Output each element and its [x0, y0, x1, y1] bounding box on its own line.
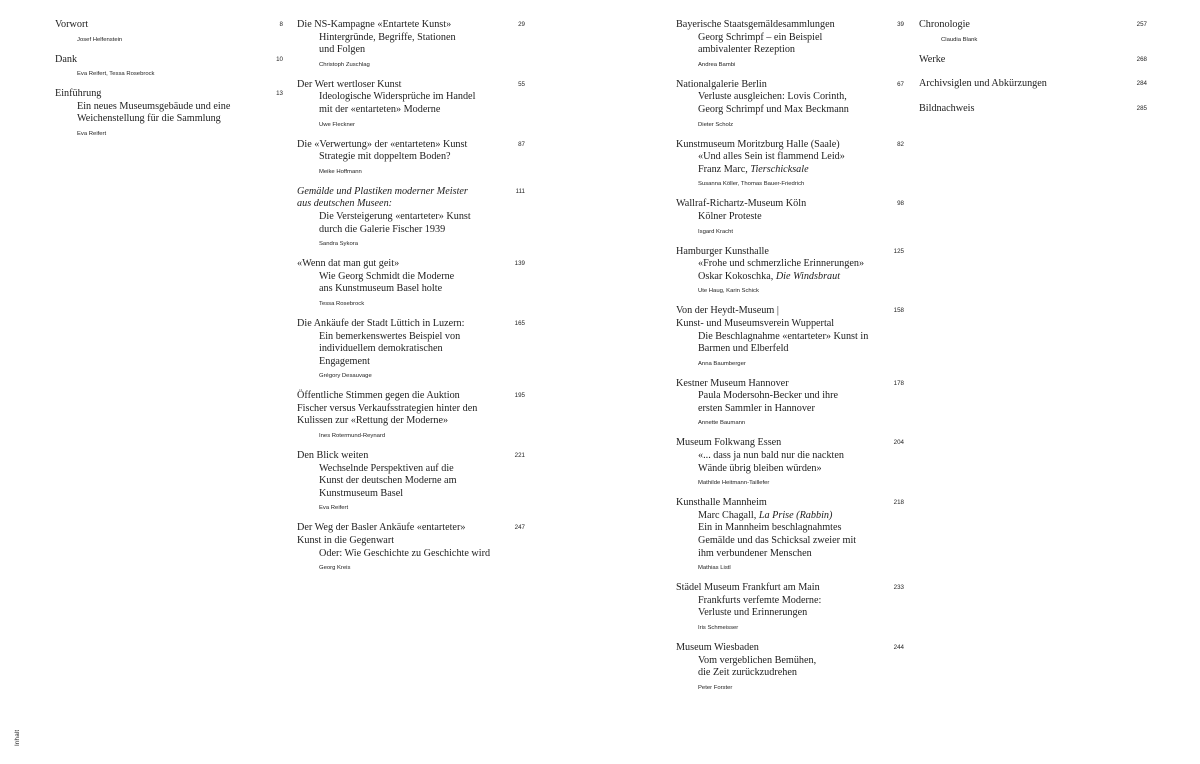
- entry-title: Öffentliche Stimmen gegen die Auktion Fischer versus Verkaufsstrategien hinter den Kulissen zur «Rettung der Moderne»: [297, 390, 478, 427]
- entry-title: Museum Folkwang Essen: [676, 437, 782, 449]
- subtitle-text: Ein bemerkenswertes Beispiel von individuellem demokratischen Engagement: [319, 330, 461, 367]
- toc-entry: [297, 19, 525, 69]
- entry-title: Werke: [919, 53, 946, 65]
- entry-title: Archivsiglen und Abkürzungen: [919, 78, 1047, 90]
- entry-heading: [919, 103, 1147, 116]
- entry-heading: [297, 186, 525, 211]
- entry-heading: [676, 378, 904, 391]
- subtitle-italic-text: Die Windsbraut: [775, 270, 841, 282]
- page-number: 29: [518, 21, 525, 28]
- entry-author: Josef Helfenstein: [77, 36, 123, 43]
- entry-author: Dieter Scholz: [698, 121, 734, 128]
- page-number: 268: [1136, 55, 1147, 63]
- entry-author: Iris Schmeisser: [698, 625, 739, 631]
- entry-title: «Wenn dat man gut geit»: [297, 258, 400, 270]
- entry-heading: [676, 246, 904, 259]
- entry-heading: [676, 437, 904, 450]
- toc-column-4: [919, 19, 1147, 127]
- subtitle-text: Wechselnde Perspektiven auf die Kunst der deutschen Moderne am Kunstmuseum Basel: [319, 462, 457, 499]
- entry-subtitle: [55, 101, 283, 126]
- page-number: 285: [1136, 104, 1147, 112]
- entry-heading: [297, 318, 525, 331]
- entry-author: Mathilde Heitmann-Taillefer: [698, 480, 770, 487]
- subtitle-text: Wie Georg Schmidt die Moderne ans Kunstmuseum Basel holte: [319, 270, 455, 295]
- page-number: 13: [276, 90, 283, 98]
- page-number: 10: [276, 55, 283, 63]
- entry-title: Den Blick weiten: [297, 450, 369, 462]
- entry-heading: [676, 19, 904, 32]
- toc-entry: [297, 522, 525, 572]
- page-number: 82: [897, 140, 904, 148]
- entry-author: Grégory Desauvage: [319, 373, 372, 380]
- entry-heading: [297, 79, 525, 92]
- entry-author: Anna Baumberger: [698, 360, 746, 367]
- entry-subtitle: [676, 390, 904, 415]
- entry-subtitle: [297, 331, 525, 369]
- entry-heading: [919, 78, 1147, 91]
- entry-subtitle: [297, 548, 525, 561]
- entry-title: Die NS-Kampagne «Entartete Kunst»: [297, 19, 452, 30]
- page-number: 244: [893, 644, 904, 651]
- page-number: 284: [1136, 80, 1147, 88]
- entry-title: Kunsthalle Mannheim: [676, 497, 767, 509]
- entry-heading: [676, 139, 904, 152]
- page-number: 218: [893, 499, 904, 507]
- toc-column-1: [55, 19, 283, 148]
- subtitle-text: Vom vergeblichen Bemühen, die Zeit zurückzudrehen: [698, 654, 817, 679]
- entry-subtitle: [676, 510, 904, 560]
- subtitle-text: Verluste ausgleichen: Lovis Corinth, Georg Schrimpf und Max Beckmann: [698, 91, 849, 115]
- entry-author: Meike Hoffmann: [319, 168, 362, 175]
- entry-title: Die «Verwertung» der «entarteten» Kunst: [297, 138, 468, 150]
- entry-title: Einführung: [55, 88, 102, 100]
- entry-subtitle: [676, 655, 904, 680]
- subtitle-text: Die Beschlagnahme «entarteter» Kunst in Barmen und Elberfeld: [698, 330, 869, 355]
- toc-entry: [676, 305, 904, 367]
- entry-author: Eva Reifert: [77, 130, 107, 137]
- entry-title: Chronologie: [919, 19, 970, 30]
- subtitle-text: «... dass ja nun bald nur die nackten Wände übrig bleiben würden»: [698, 450, 844, 474]
- entry-author: Sandra Sykora: [319, 241, 358, 248]
- page-number: 221: [514, 452, 525, 460]
- entry-heading: [919, 54, 1147, 67]
- entry-heading: [297, 258, 525, 271]
- entry-heading: [676, 582, 904, 595]
- page-number: 139: [514, 260, 525, 268]
- entry-subtitle: [297, 211, 525, 236]
- entry-title: Bayerische Staatsgemäldesammlungen: [676, 19, 835, 30]
- toc-entry: [676, 582, 904, 632]
- toc-entry: [676, 642, 904, 692]
- entry-author: Annette Baumann: [698, 420, 746, 427]
- entry-author: Eva Reifert, Tessa Rosebrock: [77, 71, 155, 78]
- entry-title: Museum Wiesbaden: [676, 642, 759, 653]
- entry-heading: [676, 497, 904, 510]
- toc-entry: [55, 88, 283, 138]
- page-number: 67: [897, 80, 904, 88]
- toc-entry: [676, 19, 904, 69]
- entry-author: Claudia Blank: [941, 36, 978, 43]
- toc-entry: [919, 78, 1147, 91]
- subtitle-text: Strategie mit doppeltem Boden?: [319, 151, 451, 163]
- entry-heading: [55, 54, 283, 67]
- entry-subtitle: [297, 91, 525, 116]
- toc-entry: [297, 390, 525, 440]
- entry-author: Tessa Rosebrock: [319, 300, 365, 307]
- side-label: Inhalt: [14, 729, 21, 746]
- entry-subtitle: [676, 258, 904, 283]
- toc-column-2: [297, 19, 525, 582]
- page-number: 98: [897, 200, 904, 208]
- entry-title: Von der Heydt-Museum | Kunst- und Museumsverein Wuppertal: [676, 305, 835, 329]
- entry-heading: [297, 450, 525, 463]
- entry-heading: [55, 88, 283, 101]
- toc-entry: [676, 497, 904, 572]
- entry-heading: [297, 139, 525, 152]
- toc-entry: [676, 139, 904, 189]
- subtitle-text: Ideologische Widersprüche im Handel mit der «entarteten» Moderne: [319, 91, 476, 115]
- toc-entry: [297, 318, 525, 380]
- page-number: 195: [514, 392, 525, 400]
- entry-subtitle: [297, 151, 525, 164]
- entry-title: Hamburger Kunsthalle: [676, 245, 769, 257]
- entry-author: Susanna Köller, Thomas Bauer-Friedrich: [698, 181, 805, 188]
- subtitle-text: Frankfurts verfemte Moderne: Verluste und Erinnerungen: [698, 594, 822, 619]
- toc-column-3: [676, 19, 904, 702]
- subtitle-text: Kölner Proteste: [698, 210, 762, 222]
- subtitle-text: Oder: Wie Geschichte zu Geschichte wird: [319, 547, 491, 559]
- page-number: 111: [515, 187, 525, 195]
- page-number: 158: [893, 307, 904, 315]
- entry-title: Vorwort: [55, 19, 89, 30]
- entry-title: Kunstmuseum Moritzburg Halle (Saale): [676, 138, 840, 150]
- toc-entry: [919, 103, 1147, 116]
- subtitle-text-continued: Ein in Mannheim beschlagnahmtes Gemälde und das Schicksal zweier mit ihm verbundener Menschen: [698, 522, 857, 559]
- entry-subtitle: [297, 32, 525, 57]
- page-number: 39: [897, 21, 904, 28]
- entry-title: Städel Museum Frankfurt am Main: [676, 582, 820, 594]
- page-number: 204: [893, 439, 904, 447]
- subtitle-text: Georg Schrimpf – ein Beispiel ambivalenter Rezeption: [698, 31, 823, 56]
- entry-subtitle: [676, 595, 904, 620]
- entry-heading: [297, 522, 525, 547]
- page-number: 233: [893, 584, 904, 592]
- page-number: 178: [893, 379, 904, 387]
- entry-title: Bildnachweis: [919, 102, 975, 114]
- entry-author: Peter Forster: [698, 684, 733, 691]
- entry-author: Eva Reifert: [319, 505, 349, 512]
- entry-heading: [55, 19, 283, 32]
- entry-heading: [676, 79, 904, 92]
- subtitle-text: Ein neues Museumsgebäude und eine Weichenstellung für die Sammlung: [77, 100, 231, 125]
- entry-author: Christoph Zuschlag: [319, 61, 370, 68]
- toc-entry: [297, 450, 525, 512]
- subtitle-italic-text: Tierschicksale: [750, 163, 809, 175]
- subtitle-text: Hintergründe, Begriffe, Stationen und Folgen: [319, 31, 456, 56]
- entry-heading: [676, 305, 904, 330]
- toc-entry: [676, 378, 904, 428]
- subtitle-italic-text: La Prise (Rabbin): [758, 509, 833, 521]
- page-number: 55: [518, 80, 525, 88]
- toc-entry: [676, 437, 904, 487]
- subtitle-text: Paula Modersohn-Becker und ihre ersten Sammler in Hannover: [698, 390, 839, 414]
- subtitle-text: «Und alles Sein ist flammend Leid» Franz Marc,: [698, 151, 845, 175]
- entry-title: Die Ankäufe der Stadt Lüttich in Luzern:: [297, 317, 465, 329]
- subtitle-text: «Frohe und schmerzliche Erinnerungen» Oskar Kokoschka,: [698, 258, 865, 282]
- entry-heading: [297, 390, 525, 428]
- toc-entry: [55, 19, 283, 44]
- entry-author: Isgard Kracht: [698, 228, 734, 235]
- entry-heading: [919, 19, 1147, 32]
- entry-title: Nationalgalerie Berlin: [676, 78, 767, 90]
- entry-subtitle: [676, 91, 904, 116]
- entry-subtitle: [297, 271, 525, 296]
- entry-heading: [297, 19, 525, 32]
- entry-heading: [676, 198, 904, 211]
- entry-heading: [676, 642, 904, 655]
- toc-entry: [676, 198, 904, 235]
- entry-subtitle: [676, 450, 904, 475]
- toc-entry: [55, 54, 283, 79]
- entry-subtitle: [676, 331, 904, 356]
- page-number: 247: [514, 524, 525, 532]
- entry-author: Ines Rotermund-Reynard: [319, 433, 386, 440]
- page-number: 125: [893, 247, 904, 255]
- entry-title: Der Wert wertloser Kunst: [297, 78, 402, 90]
- entry-author: Andrea Bambi: [698, 61, 736, 68]
- entry-subtitle: [676, 211, 904, 224]
- entry-subtitle: [676, 32, 904, 57]
- subtitle-text: Marc Chagall,: [698, 509, 759, 521]
- toc-entry: [676, 79, 904, 129]
- toc-entry: [297, 79, 525, 129]
- entry-subtitle: [297, 463, 525, 501]
- toc-entry: [676, 246, 904, 296]
- toc-entry: [919, 19, 1147, 44]
- entry-author: Mathias Listl: [698, 565, 731, 572]
- entry-title: Der Weg der Basler Ankäufe «entarteter» Kunst in die Gegenwart: [297, 522, 466, 547]
- toc-entry: [297, 139, 525, 176]
- entry-title: Kestner Museum Hannover: [676, 377, 789, 389]
- entry-title: Gemälde und Plastiken moderner Meister aus deutschen Museen:: [297, 185, 468, 210]
- subtitle-text: Die Versteigerung «entarteter» Kunst durch die Galerie Fischer 1939: [319, 210, 471, 235]
- entry-author: Uwe Fleckner: [319, 121, 356, 128]
- page-number: 257: [1136, 21, 1147, 28]
- entry-subtitle: [676, 151, 904, 176]
- page-number: 165: [514, 319, 525, 327]
- page-number: 8: [279, 21, 283, 28]
- toc-entry: [297, 258, 525, 308]
- entry-author: Georg Kreis: [319, 565, 351, 572]
- toc-entry: [919, 54, 1147, 67]
- entry-title: Dank: [55, 53, 78, 65]
- entry-title: Wallraf-Richartz-Museum Köln: [676, 198, 807, 210]
- entry-author: Ute Haug, Karin Schick: [698, 288, 759, 295]
- page-number: 87: [518, 140, 525, 148]
- toc-entry: [297, 186, 525, 248]
